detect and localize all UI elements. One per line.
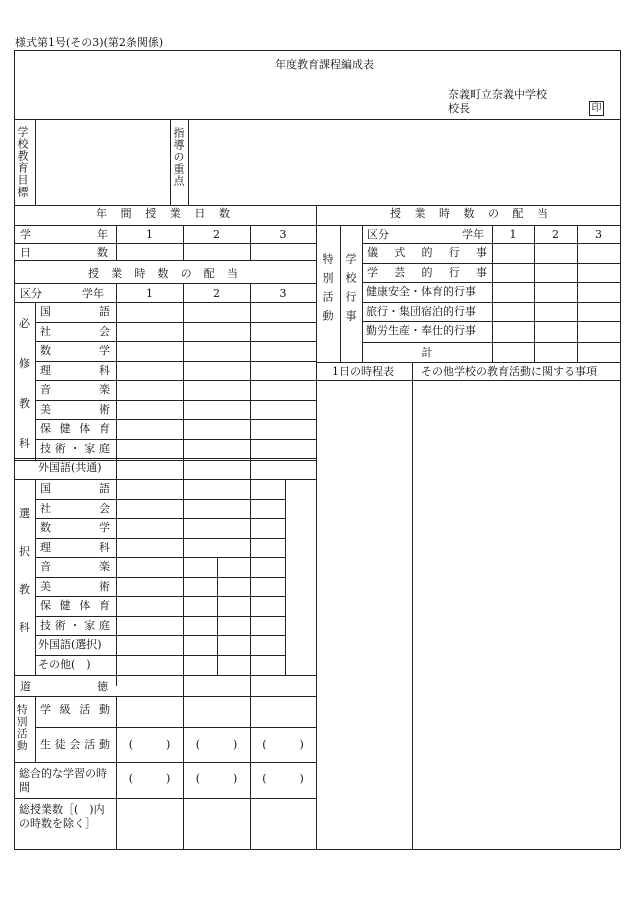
days-label: 日 数 xyxy=(20,246,108,259)
right-grade-3: 3 xyxy=(595,228,602,241)
subject-label: 数 学 xyxy=(40,521,110,534)
subject-label: 音 楽 xyxy=(40,560,110,573)
other-activities-label: その他学校の教育活動に関する事項 xyxy=(421,365,597,378)
right-grade-label: 学年 xyxy=(462,228,484,241)
subject-label: 国 語 xyxy=(40,305,110,318)
kubun-label: 区分 xyxy=(20,287,42,300)
grade-label: 学 年 xyxy=(20,228,108,241)
event-label: 勤労生産・奉仕的行事 xyxy=(366,324,476,337)
subject-label: 理 科 xyxy=(40,541,110,554)
elective-group-char: 択 xyxy=(19,545,30,558)
school-goals-label: 学校教育目標 xyxy=(16,126,29,198)
elective-group-char: 科 xyxy=(19,621,30,634)
subj-grade-2: 2 xyxy=(213,287,220,300)
integrated-hours-1: ( ) xyxy=(128,772,171,785)
hours-header-right: 授 業 時 数 の 配 当 xyxy=(390,207,548,220)
subject-label: 美 術 xyxy=(40,580,110,593)
subject-label: 外国語(共通) xyxy=(38,461,102,474)
focus-label: 指導の重点 xyxy=(172,127,185,187)
moral-label: 道 徳 xyxy=(20,680,108,693)
grade-2: 2 xyxy=(213,228,220,241)
subject-label: その他( ) xyxy=(38,658,91,671)
subject-label: 数 学 xyxy=(40,344,110,357)
elective-group-char: 選 xyxy=(19,507,30,520)
integrated-study-label: 総合的な学習の時間 xyxy=(19,767,107,794)
required-group-char: 科 xyxy=(19,437,30,450)
grade-3: 3 xyxy=(279,228,287,241)
subject-label: 理 科 xyxy=(40,364,110,377)
subject-label: 国 語 xyxy=(40,482,110,495)
subj-grade-3: 3 xyxy=(279,287,287,300)
event-label: 学 芸 的 行 事 xyxy=(367,266,487,279)
required-group-char: 教 xyxy=(19,397,30,410)
integrated-hours-2: ( ) xyxy=(195,772,238,785)
subject-label: 美 術 xyxy=(40,403,110,416)
annual-days-header: 年 間 授 業 日 数 xyxy=(96,207,230,220)
subject-label: 保 健 体 育 xyxy=(40,599,110,612)
form-label: 様式第1号(その3)(第2条関係) xyxy=(15,36,164,49)
event-label: 旅行・集団宿泊的行事 xyxy=(366,305,476,318)
total-hours-label: 総授業数［( )内の時数を除く］ xyxy=(19,803,105,830)
required-group-char: 修 xyxy=(19,357,30,370)
grade-1: 1 xyxy=(146,228,153,241)
subject-label: 社 会 xyxy=(40,502,110,515)
subj-grade-1: 1 xyxy=(146,287,153,300)
subject-label: 技 術 ・ 家 庭 xyxy=(40,619,110,632)
seal-stamp: 印 xyxy=(589,101,604,116)
school-events-vertical: 学校行事 xyxy=(344,253,357,329)
timetable-label: 1日の時程表 xyxy=(332,365,394,378)
hours-header-left: 授 業 時 数 の 配 当 xyxy=(88,267,238,280)
integrated-hours-3: ( ) xyxy=(262,772,304,785)
council-hours-2: ( ) xyxy=(195,738,238,751)
student-council-label: 生 徒 会 活 動 xyxy=(40,738,110,751)
right-grade-1: 1 xyxy=(509,228,517,241)
council-hours-3: ( ) xyxy=(262,738,304,751)
class-activity-label: 学 級 活 動 xyxy=(40,703,110,716)
elective-group-char: 教 xyxy=(19,583,30,596)
special-activity-group: 特別活動 xyxy=(17,704,28,752)
kubun-grade-label: 学年 xyxy=(82,287,104,300)
subject-label: 技 術 ・ 家 庭 xyxy=(40,442,110,455)
school-name: 奈義町立奈義中学校 xyxy=(448,88,547,101)
right-kubun-label: 区分 xyxy=(367,228,389,241)
page-title: 年度教育課程編成表 xyxy=(275,58,374,71)
right-grade-2: 2 xyxy=(552,228,559,241)
required-group-char: 必 xyxy=(19,317,30,330)
subject-label: 外国語(選択) xyxy=(38,638,102,651)
special-activity-vertical: 特別活動 xyxy=(321,253,334,329)
council-hours-1: ( ) xyxy=(128,738,171,751)
principal-label: 校長 xyxy=(448,102,470,115)
events-total-label: 計 xyxy=(421,346,433,359)
subject-label: 音 楽 xyxy=(40,383,110,396)
subject-label: 保 健 体 育 xyxy=(40,422,110,435)
subject-label: 社 会 xyxy=(40,325,110,338)
event-label: 儀 式 的 行 事 xyxy=(367,246,487,259)
event-label: 健康安全・体育的行事 xyxy=(366,285,476,298)
